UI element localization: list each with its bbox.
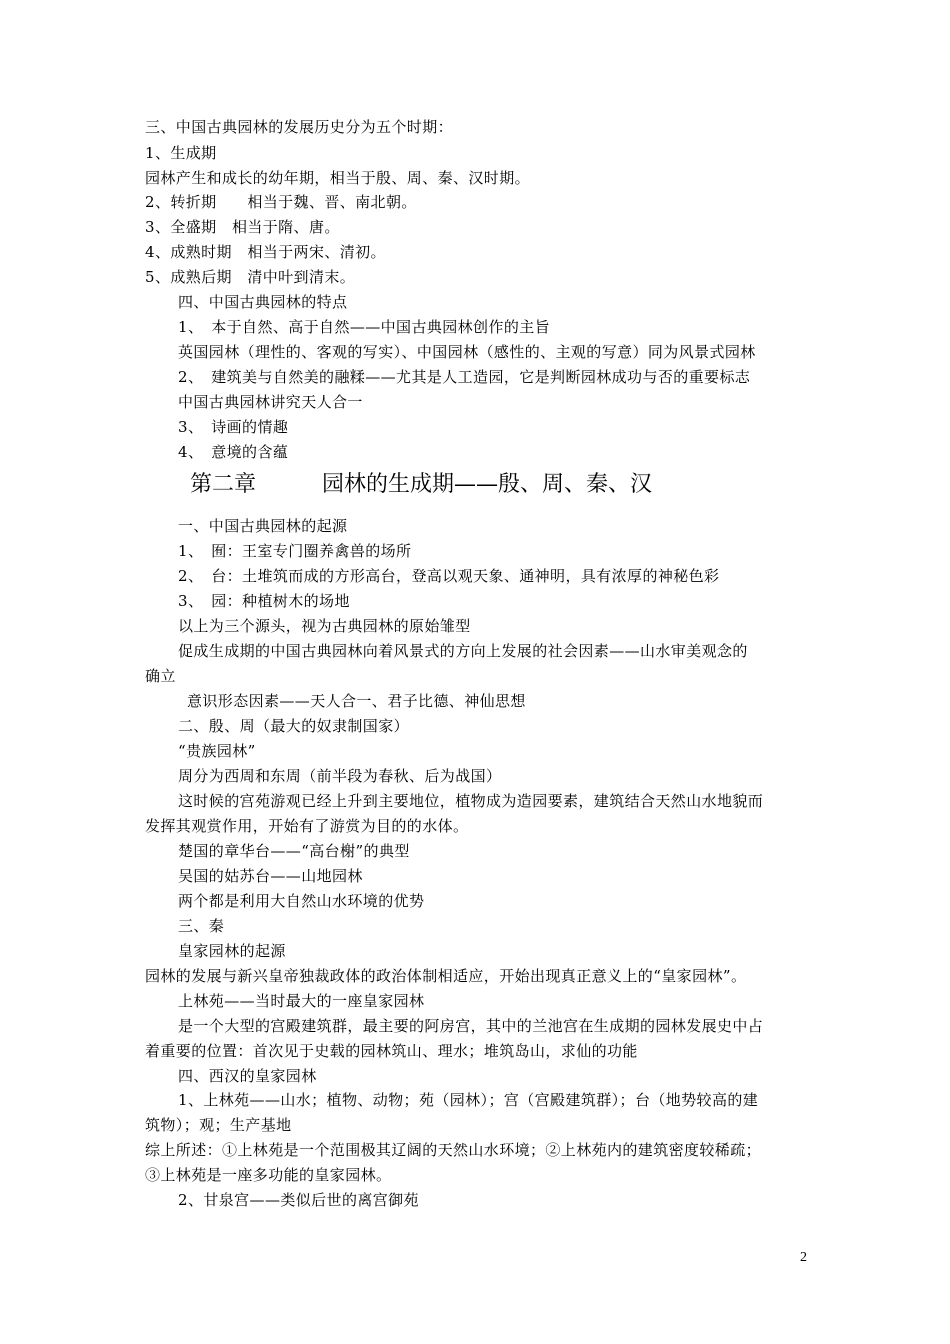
text-line: 一、中国古典园林的起源: [178, 517, 348, 535]
text-line: 3、 园：种植树木的场地: [178, 592, 350, 610]
text-line: 4、 意境的含蕴: [178, 443, 289, 461]
text-line: 促成生成期的中国古典园林向着风景式的方向上发展的社会因素——山水审美观念的: [178, 642, 748, 660]
text-line: 上林苑——当时最大的一座皇家园林: [178, 992, 425, 1010]
text-line: 确立: [145, 667, 176, 685]
text-line: 1、上林苑——山水；植物、动物；苑（园林）；宫（宫殿建筑群）；台（地势较高的建: [178, 1091, 759, 1109]
text-line: 二、殷、周（最大的奴隶制国家）: [178, 717, 410, 735]
text-line: 中国古典园林讲究天人合一: [178, 393, 363, 411]
text-line: 筑物）；观；生产基地: [145, 1116, 292, 1134]
text-line: 3、全盛期 相当于隋、唐。: [145, 218, 340, 236]
text-line: “贵族园林”: [178, 742, 256, 760]
text-line: 四、中国古典园林的特点: [178, 293, 348, 311]
text-line: 英国园林（理性的、客观的写实）、中国园林（感性的、主观的写意）同为风景式园林: [178, 343, 756, 361]
text-line: 三、秦: [178, 917, 225, 935]
text-line: 2、 台：土堆筑而成的方形高台，登高以观天象、通神明，具有浓厚的神秘色彩: [178, 567, 720, 585]
text-line: 5、成熟后期 清中叶到清末。: [145, 268, 356, 286]
text-line: 4、成熟时期 相当于两宋、清初。: [145, 243, 386, 261]
text-line: 着重要的位置：首次见于史载的园林筑山、理水；堆筑岛山，求仙的功能: [145, 1042, 638, 1060]
text-line: 意识形态因素——天人合一、君子比德、神仙思想: [187, 692, 526, 710]
text-line: 是一个大型的宫殿建筑群，最主要的阿房宫，其中的兰池宫在生成期的园林发展史中占: [178, 1017, 764, 1035]
text-line: 皇家园林的起源: [178, 942, 286, 960]
text-line: 发挥其观赏作用，开始有了游赏为目的的水体。: [145, 817, 469, 835]
text-line: 吴国的姑苏台——山地园林: [178, 867, 363, 885]
text-line: 周分为西周和东周（前半段为春秋、后为战国）: [178, 767, 502, 785]
page-number: 2: [800, 1250, 807, 1265]
text-line: 1、生成期: [145, 144, 217, 162]
chapter-heading: 第二章 园林的生成期——殷、周、秦、汉: [190, 472, 653, 497]
text-line: 四、西汉的皇家园林: [178, 1067, 317, 1085]
text-line: 园林的发展与新兴皇帝独裁政体的政治体制相适应，开始出现真正意义上的“皇家园林”。: [145, 967, 747, 985]
text-line: 三、中国古典园林的发展历史分为五个时期：: [145, 118, 454, 136]
text-line: 3、 诗画的情趣: [178, 418, 289, 436]
text-line: 楚国的章华台——“高台榭”的典型: [178, 842, 410, 860]
text-line: 这时候的宫苑游观已经上升到主要地位，植物成为造园要素，建筑结合天然山水地貌而: [178, 792, 764, 810]
text-line: 综上所述：①上林苑是一个范围极其辽阔的天然山水环境；②上林苑内的建筑密度较稀疏；: [145, 1141, 762, 1159]
text-line: 两个都是利用大自然山水环境的优势: [178, 892, 425, 910]
text-line: ③上林苑是一座多功能的皇家园林。: [145, 1166, 392, 1184]
text-line: 2、甘泉宫——类似后世的离宫御苑: [178, 1191, 419, 1209]
text-line: 2、转折期 相当于魏、晋、南北朝。: [145, 193, 417, 211]
text-line: 以上为三个源头，视为古典园林的原始雏型: [178, 617, 471, 635]
text-line: 1、 囿：王室专门圈养禽兽的场所: [178, 542, 412, 560]
text-line: 园林产生和成长的幼年期，相当于殷、周、秦、汉时期。: [145, 169, 531, 187]
text-line: 2、 建筑美与自然美的融糅——尤其是人工造园，它是判断园林成功与否的重要标志: [178, 368, 751, 386]
text-line: 1、 本于自然、高于自然——中国古典园林创作的主旨: [178, 318, 551, 336]
